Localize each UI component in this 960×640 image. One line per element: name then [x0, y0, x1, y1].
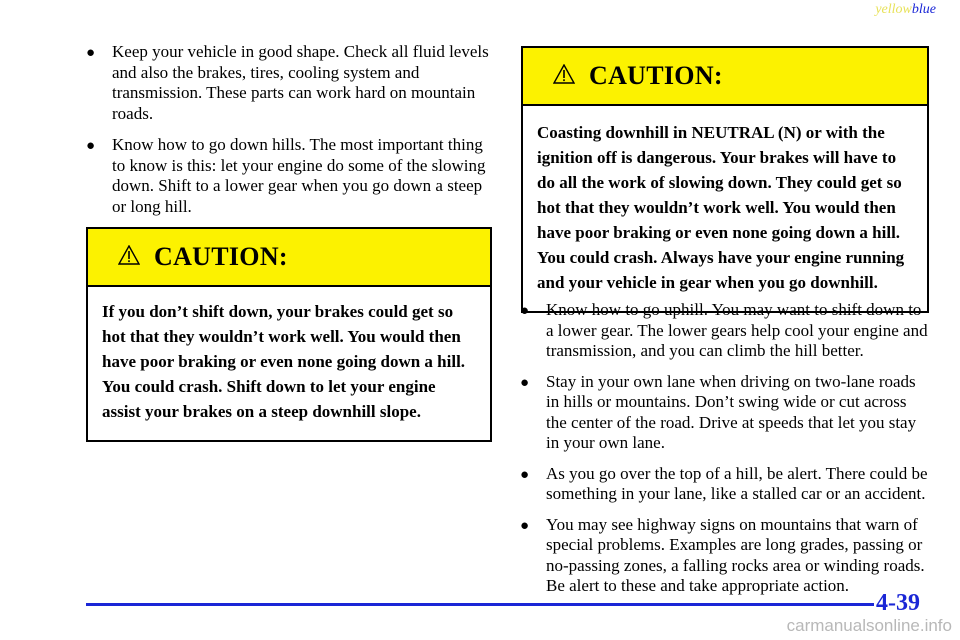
- bullet-icon: ●: [86, 45, 96, 61]
- left-column: [86, 42, 492, 228]
- right-column: [520, 300, 930, 607]
- bullet-icon: ●: [86, 138, 96, 154]
- list-item: [520, 515, 930, 597]
- list-item: [520, 300, 930, 362]
- warning-triangle-icon: [118, 245, 140, 270]
- bullet-icon: ●: [520, 466, 530, 483]
- list-item-text: Know how to go down hills. The most important thing to know is this: let your engine do some of the slowing down. Shift to a lower gear when you go down a steep or long hill.: [112, 135, 486, 216]
- brand-yellow: yellow: [875, 2, 912, 17]
- warning-triangle-icon: [553, 64, 575, 89]
- caution-title: CAUTION:: [589, 61, 723, 90]
- caution-box-right: [521, 46, 929, 313]
- bullet-icon: ●: [520, 517, 530, 534]
- list-item-text: As you go over the top of a hill, be alert. There could be something in your lane, like a stalled car or an accident.: [546, 463, 928, 503]
- list-item-text: Keep your vehicle in good shape. Check all fluid levels and also the brakes, tires, cooling system and transmission. These parts can work hard on mountain roads.: [112, 42, 489, 123]
- caution-header: [88, 229, 490, 287]
- caution-title: CAUTION:: [154, 242, 288, 271]
- list-item-text: You may see highway signs on mountains that warn of special problems. Examples are long grades, passing or no-passing zones, a falling rocks area or winding roads. Be alert to these and take appropriate action.: [546, 514, 925, 595]
- brand-blue: blue: [911, 2, 936, 17]
- footer-rule: [86, 603, 874, 606]
- left-bullet-list: [86, 42, 492, 217]
- caution-header: [523, 48, 927, 106]
- list-item: [86, 42, 492, 124]
- bullet-icon: ●: [520, 303, 530, 319]
- watermark: carmanualsonline.info: [786, 616, 952, 635]
- list-item: [520, 372, 930, 454]
- caution-text: If you don’t shift down, your brakes could get so hot that they wouldn’t work well. You would then have poor braking or even none going down a hill. You could crash. Shift down to let your engine assist your brakes on a steep downhill slope.: [102, 302, 466, 421]
- bullet-icon: ●: [520, 374, 530, 391]
- page-number: 4-39: [876, 590, 920, 616]
- list-item-text: Know how to go uphill. You may want to shift down to a lower gear. The lower gears help cool your engine and transmission, and you can climb the hill better.: [546, 300, 928, 360]
- right-bullet-list: [520, 300, 930, 597]
- caution-text: Coasting downhill in NEUTRAL (N) or with the ignition off is dangerous. Your brakes will have to do all the work of slowing down. They could get so hot that they wouldn’t work well. You would then have poor braking or even none going down a hill. You could crash. Always have your engine running and your vehicle in gear when you go downhill.: [537, 123, 905, 292]
- list-item-text: Stay in your own lane when driving on two-lane roads in hills or mountains. Don’t swing wide or cut across the center of the road. Drive at speeds that let you stay in your own lane.: [546, 371, 917, 452]
- list-item: [86, 135, 492, 217]
- brand-label: [875, 2, 936, 18]
- list-item: [520, 464, 930, 505]
- caution-box-left: [86, 227, 492, 442]
